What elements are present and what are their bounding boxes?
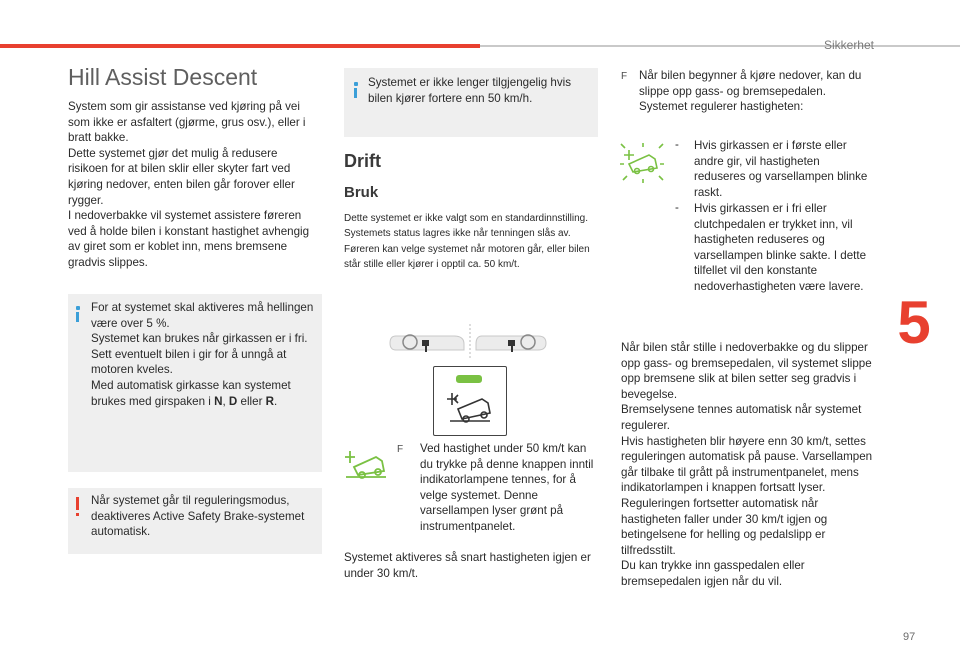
warning-icon xyxy=(75,497,79,517)
dash-marker: - xyxy=(675,138,679,151)
header-accent-bar xyxy=(0,44,480,48)
info-box-speed-limit-text: Systemet er ikke lenger tilgjengelig hvis bilen kjører fortere enn 50 km/h. xyxy=(368,76,571,105)
gear-r-label: R xyxy=(265,394,275,408)
sub-item-neutral-clutch: Hvis girkassen er i fri eller clutchpedalen er trykket inn, vil hastigheten reduseres og varsellampen blinke sakte. I dette tilfellet vil den konstante nedoverhastigheten være lavere. xyxy=(694,202,867,293)
bullet-release-pedals: Når bilen begynner å kjøre nedover, kan du slippe opp gass- og bremsepedalen. Systemet regulerer hastigheten: xyxy=(639,69,862,114)
dash-marker: - xyxy=(675,201,679,214)
intro-paragraph: System som gir assistanse ved kjøring på vei som ikke er asfaltert (gjørme, grus osv.), eller i bratt bakke. Dette systemet gjør det mulig å redusere risikoen for at bilen sklir eller skyter fart ved kjøring nedover, enten bilen går forover eller rygger. I nedoverbakke vil systemet assistere føreren ved å holde bilen i konstant hastighet avhengig av giret som er koblet inn, mens bremsene gradvis slippes. xyxy=(68,100,310,269)
gear-n-label: N xyxy=(214,394,223,408)
bullet-marker: F xyxy=(621,71,628,82)
bruk-subheading: Bruk xyxy=(344,184,379,201)
bullet-marker: F xyxy=(397,444,404,455)
info-icon xyxy=(76,306,80,320)
sub-item-first-second-gear: Hvis girkassen er i første eller andre gir, vil hastigheten reduseres og varsellampen blinke raskt. xyxy=(694,139,868,199)
section-label: Sikkerhet xyxy=(823,38,874,52)
hill-descent-car-icon xyxy=(447,393,490,422)
standstill-paragraph: Når bilen står stille i nedoverbakke og du slipper opp gass- og bremsepedalen, vil systemet slippe opp bremsene slik at bilen setter seg gradvis i bevegelse. Bremselysene tennes automatisk når systemet regulerer. Hvis hastigheten blir høyere enn 30 km/t, settes reguleringen automatisk på pause. Varsellampen går tilbake til grått på instrumentpanelet, mens indikatorlampen i knappen fortsatt lyser. Reguleringen fortsetter automatisk når hastigheten faller under 30 km/t igjen og betingelsene for helling og pedalslipp er tilfredsstilt. Du kan trykke inn gasspedalen eller bremsepedalen igjen når du vil. xyxy=(621,341,873,588)
indicator-lamp-icon xyxy=(456,375,482,383)
bullet-select-system: Ved hastighet under 50 km/t kan du trykke på denne knappen inntil indikatorlampene tennes, for å velge systemet. Denne varsellampen lyser grønt på instrumentpanelet. xyxy=(420,442,594,533)
warning-text: Når systemet går til reguleringsmodus, deaktiveres Active Safety Brake-systemet automatisk. xyxy=(91,494,305,539)
hill-descent-flashing-lamp-icon xyxy=(619,142,667,184)
gear-d-label: D xyxy=(228,394,238,408)
info-box-text: For at systemet skal aktiveres må hellingen være over 5 %. Systemet kan brukes når girkassen er i fri. Sett eventuelt bilen i gir for å unngå at motoren kveles. Med automatisk girkasse kan systemet brukes med girspaken i N, D eller R. xyxy=(91,301,314,408)
activation-paragraph: Systemet aktiveres så snart hastigheten igjen er under 30 km/t. xyxy=(344,551,591,580)
info-icon xyxy=(354,82,358,96)
page-title: Hill Assist Descent xyxy=(68,64,258,90)
steering-wheel-switches-illustration xyxy=(388,322,548,360)
header-divider xyxy=(480,45,960,47)
bruk-paragraph: Dette systemet er ikke valgt som en standardinnstilling. Systemets status lagres ikke når tenningen slås av. Føreren kan velge systemet når motoren går, eller bilen står stille eller kjører i opptil ca. 50 km/t. xyxy=(344,213,590,270)
chapter-number: 5 xyxy=(897,289,931,356)
drift-heading: Drift xyxy=(344,151,381,171)
hill-descent-button[interactable] xyxy=(433,366,507,436)
hill-descent-warning-lamp-icon xyxy=(342,447,390,483)
page-number: 97 xyxy=(903,631,916,643)
